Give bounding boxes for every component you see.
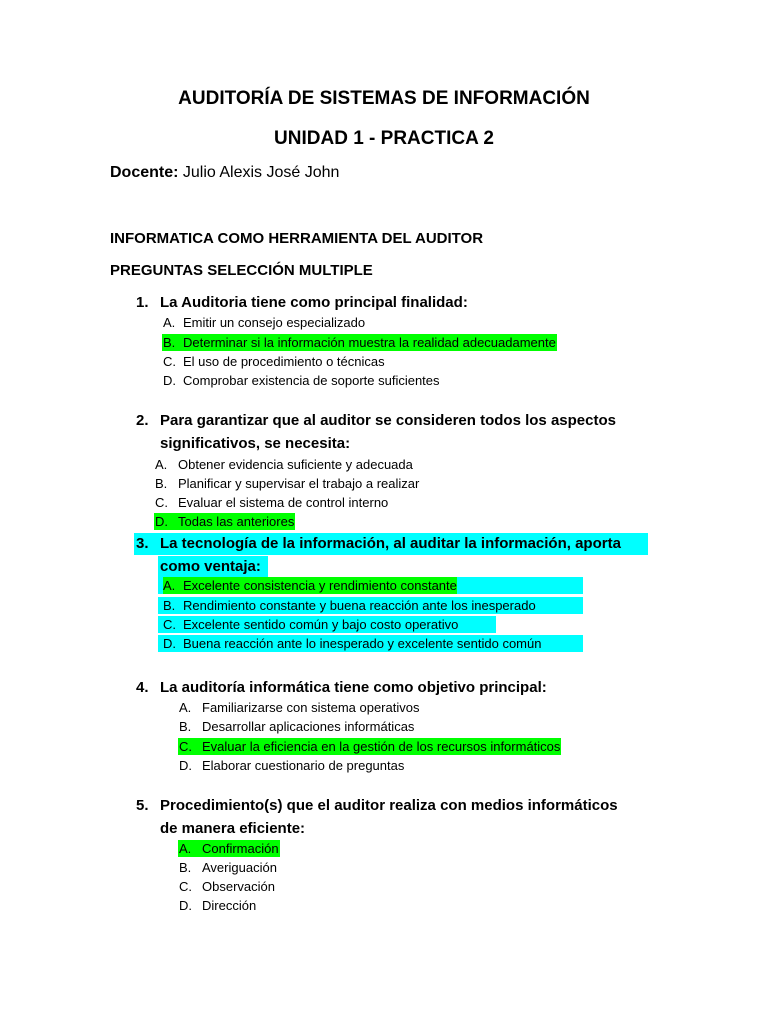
option-text: Elaborar cuestionario de preguntas [202,758,405,773]
section-heading-1: INFORMATICA COMO HERRAMIENTA DEL AUDITOR [110,230,484,247]
option-letter: B. [155,476,168,491]
option-letter: D. [155,514,168,529]
option-letter: A. [163,578,176,593]
option-text: Determinar si la información muestra la realidad adecuadamente [183,335,556,350]
option-1c [163,353,385,370]
question-text-line-1: Procedimiento(s) que el auditor realiza con medios informáticos [160,797,618,814]
option-letter: D. [163,373,176,388]
option-text: Excelente sentido común y bajo costo operativo [183,617,459,632]
option-text: Todas las anteriores [178,514,295,529]
option-letter: B. [163,598,176,613]
question-number: 3. [136,535,149,552]
option-letter: D. [163,636,176,651]
question-text-line-2: como ventaja: [160,558,261,575]
option-5a-correct [178,840,280,857]
option-text: Buena reacción ante lo inesperado y excelente sentido común [183,636,542,651]
option-letter: B. [163,335,176,350]
option-2a [155,456,413,473]
option-letter: A. [179,700,192,715]
section-heading-2: PREGUNTAS SELECCIÓN MULTIPLE [110,262,373,279]
option-text: Comprobar existencia de soporte suficientes [183,373,440,388]
option-3c [158,616,496,633]
option-text: Emitir un consejo especializado [183,315,366,330]
question-text-line-1: La tecnología de la información, al auditar la información, aporta [160,535,621,552]
option-1b-correct [162,334,557,351]
option-letter: B. [179,860,192,875]
option-letter: C. [155,495,168,510]
option-3d [158,635,583,652]
option-2c [155,494,388,511]
docente-label: Docente: [110,164,179,181]
question-text-line-1: Para garantizar que al auditor se consideren todos los aspectos [160,412,616,429]
question-number: 5. [136,797,149,814]
option-4b [179,718,414,735]
option-4c-correct [178,738,561,755]
option-1d [163,372,440,389]
option-5d [179,897,256,914]
option-2b [155,475,419,492]
option-text: Desarrollar aplicaciones informáticas [202,719,415,734]
question-text: La auditoría informática tiene como objetivo principal: [160,679,547,696]
question-text-line-2: de manera eficiente: [160,820,306,837]
option-4a [179,699,419,716]
option-5b [179,859,277,876]
option-text: Evaluar el sistema de control interno [178,495,389,510]
option-letter: D. [179,758,192,773]
option-text: El uso de procedimiento o técnicas [183,354,385,369]
option-3a-correct [163,577,457,594]
option-text: Evaluar la eficiencia en la gestión de los recursos informáticos [202,739,561,754]
option-2d-correct [154,513,295,530]
document-subtitle: UNIDAD 1 - PRACTICA 2 [274,128,494,149]
option-text: Rendimiento constante y buena reacción ante los inesperado [183,598,536,613]
option-letter: D. [179,898,192,913]
document-title: AUDITORÍA DE SISTEMAS DE INFORMACIÓN [178,88,590,109]
question-text: La Auditoria tiene como principal finalidad: [160,294,468,311]
option-3a-row [158,577,583,594]
question-number: 4. [136,679,149,696]
question-number: 1. [136,294,149,311]
option-letter: A. [155,457,168,472]
docente-name: Julio Alexis José John [182,164,340,181]
option-text: Averiguación [202,860,277,875]
option-5c [179,878,275,895]
docente-line [110,164,339,182]
option-letter: C. [179,739,192,754]
question-text-line-2: significativos, se necesita: [160,435,351,452]
option-text: Obtener evidencia suficiente y adecuada [178,457,413,472]
option-text: Observación [202,879,275,894]
option-letter: A. [163,315,176,330]
option-text: Excelente consistencia y rendimiento constante [183,578,457,593]
question-number: 2. [136,412,149,429]
option-letter: A. [179,841,192,856]
option-text: Planificar y supervisar el trabajo a realizar [178,476,420,491]
option-text: Dirección [202,898,257,913]
option-letter: C. [179,879,192,894]
option-1a [163,314,365,331]
option-4d [179,757,404,774]
option-3b [158,597,583,614]
option-letter: C. [163,617,176,632]
option-letter: C. [163,354,176,369]
option-letter: B. [179,719,192,734]
option-text: Familiarizarse con sistema operativos [202,700,420,715]
option-text: Confirmación [202,841,279,856]
